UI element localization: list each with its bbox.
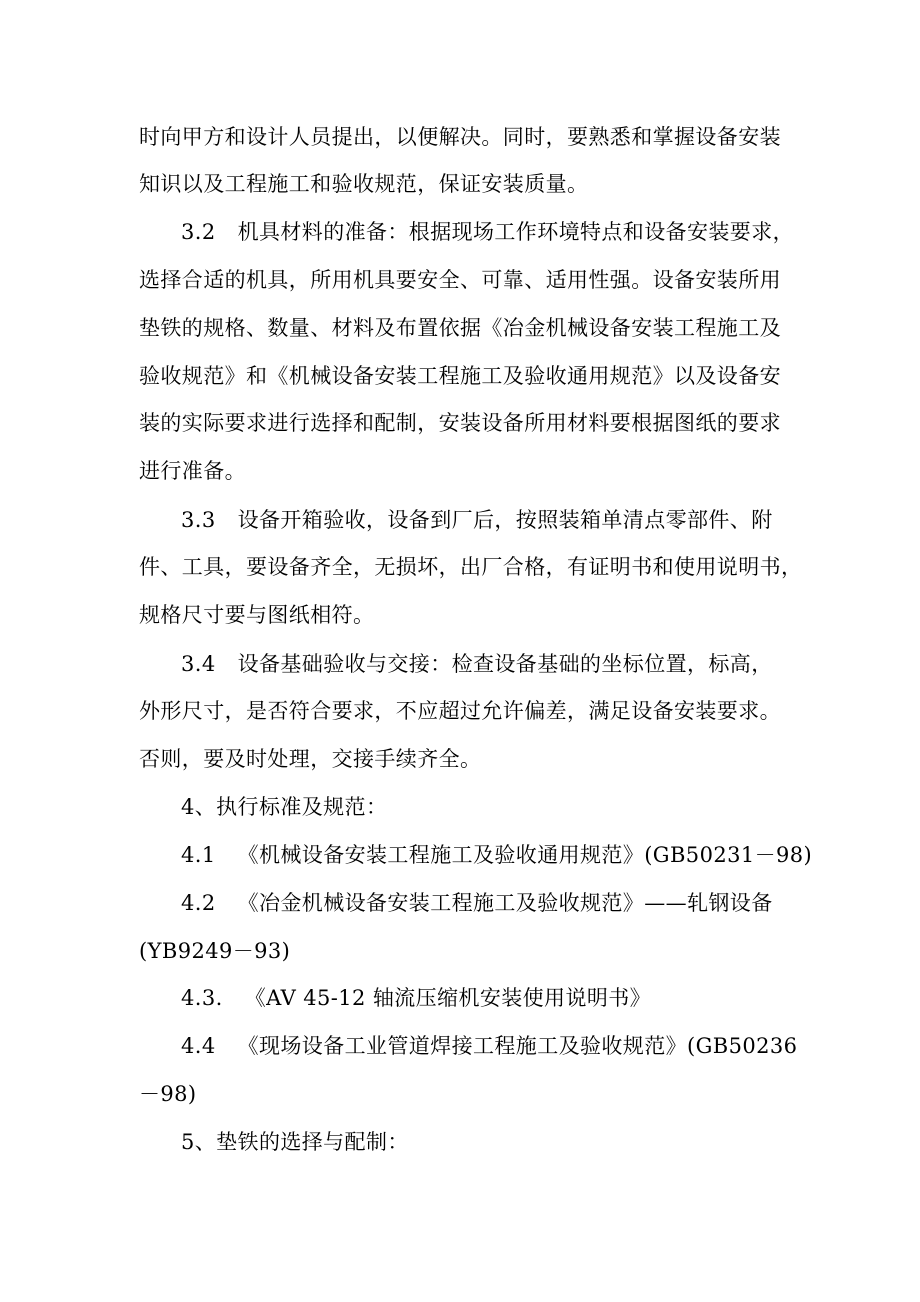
section-number: 3.4 [181,652,216,676]
text-span: 《现场设备工业管道焊接工程施工及验收规范》(GB50236 [237,1034,798,1058]
text-line: 知识以及工程施工和验收规范，保证安装质量。 [139,172,589,196]
section-number: 4.4 [181,1034,216,1058]
section-4-1-line [181,840,812,870]
text-span: 设备开箱验收，设备到厂后，按照装箱单清点零部件、附 [237,508,773,532]
section-4-2-first-line [181,888,773,918]
section-number: 4.3. [181,986,223,1010]
text-span: 《机械设备安装工程施工及验收通用规范》(GB50231－98) [237,843,813,867]
section-number: 4.2 [181,891,216,915]
text-span: 机具材料的准备：根据现场工作环境特点和设备安装要求， [237,220,795,244]
text-span: 《冶金机械设备安装工程施工及验收规范》——轧钢设备 [237,891,773,915]
text-line: 验收规范》和《机械设备安装工程施工及验收通用规范》以及设备安 [139,364,781,388]
text-line: 装的实际要求进行选择和配制，安装设备所用材料要根据图纸的要求 [139,411,781,435]
text-span: 《AV 45-12 轴流压缩机安装使用说明书》 [244,986,652,1010]
section-number: 3.3 [181,508,216,532]
section-number: 3.2 [181,220,216,244]
text-line: 规格尺寸要与图纸相符。 [139,603,375,627]
section-3-3-first-line [181,505,773,535]
section-4-heading: 4、执行标准及规范： [181,795,388,819]
text-line: 垫铁的规格、数量、材料及布置依据《冶金机械设备安装工程施工及 [139,316,781,340]
text-line: 否则，要及时处理，交接手续齐全。 [139,747,482,771]
section-4-3-line [181,983,651,1013]
section-4-4-first-line [181,1031,797,1061]
text-line: 选择合适的机具，所用机具要安全、可靠、适用性强。设备安装所用 [139,268,781,292]
text-line: 时向甲方和设计人员提出，以便解决。同时，要熟悉和掌握设备安装 [139,125,781,149]
text-line: (YB9249－93) [139,939,291,963]
text-line: 进行准备。 [139,459,246,483]
section-number: 4.1 [181,843,216,867]
text-line: 件、工具，要设备齐全，无损坏，出厂合格，有证明书和使用说明书， [139,555,803,579]
section-5-heading: 5、垫铁的选择与配制： [181,1130,409,1154]
section-3-2-first-line [181,217,794,247]
text-line: 外形尺寸，是否符合要求，不应超过允许偏差，满足设备安装要求。 [139,699,781,723]
section-3-4-first-line [181,649,773,679]
text-line: －98) [139,1082,197,1106]
text-span: 设备基础验收与交接：检查设备基础的坐标位置，标高， [237,652,773,676]
